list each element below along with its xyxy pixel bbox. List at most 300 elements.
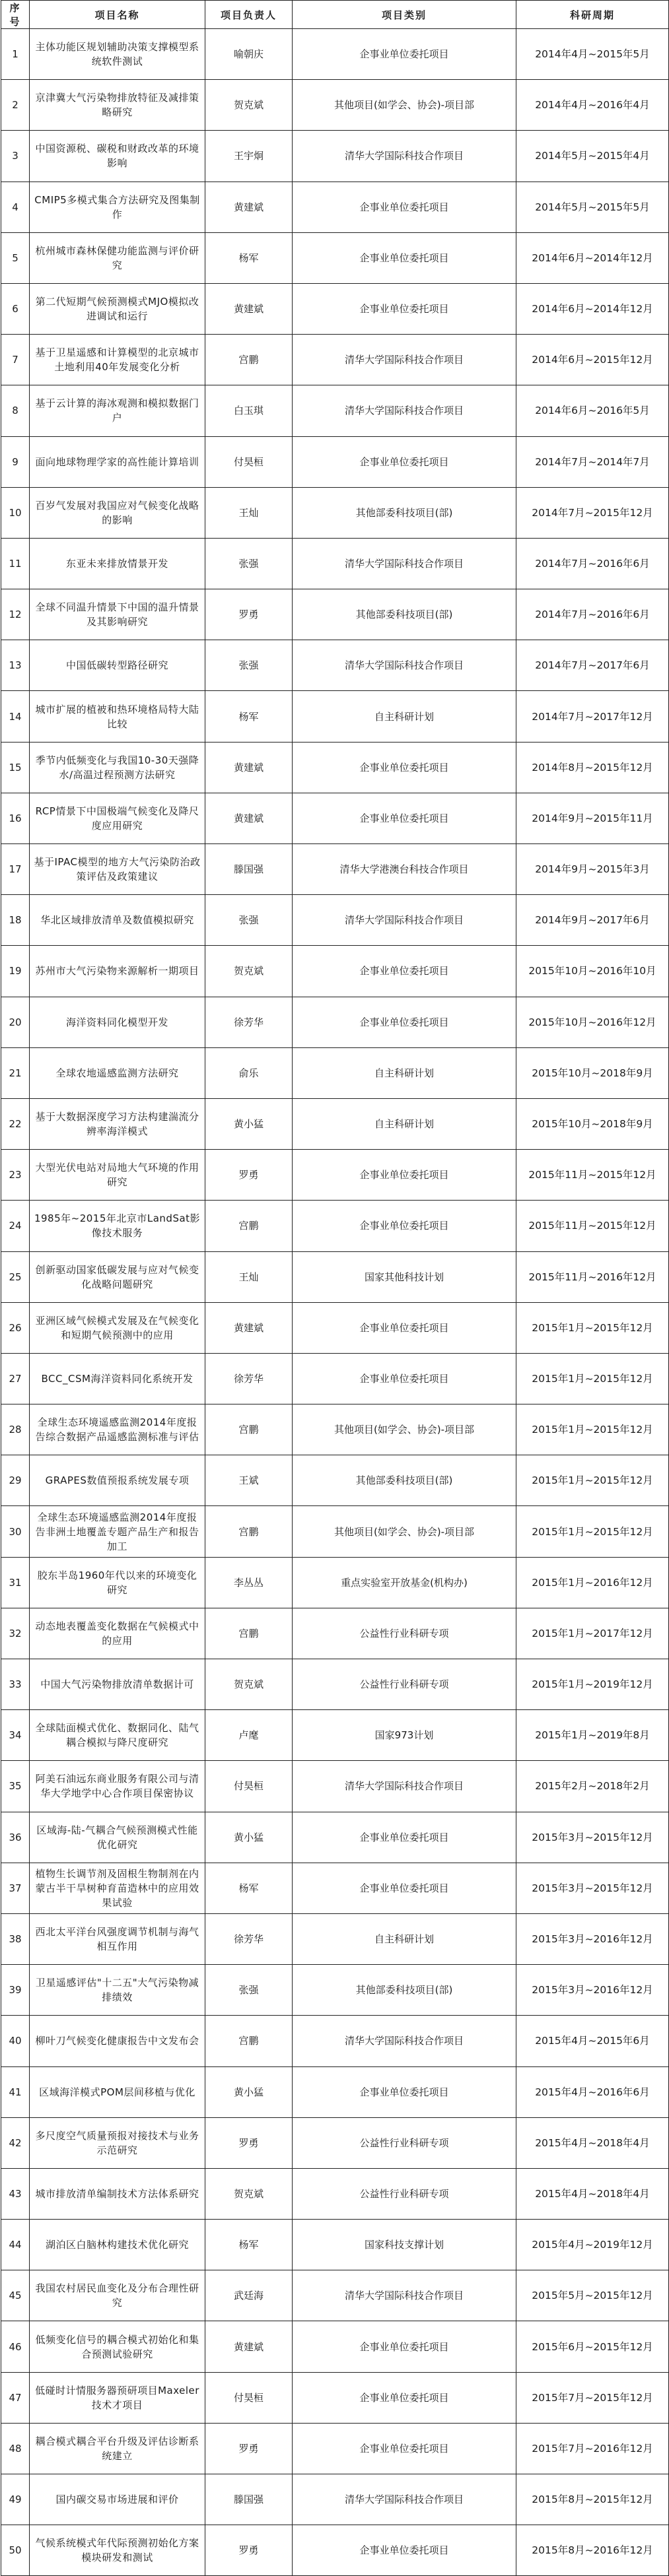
table-row	[1, 1302, 669, 1353]
table-row	[1, 1404, 669, 1455]
project-leader-cell: 徐芳华	[205, 997, 293, 1047]
table-row	[1, 640, 669, 691]
research-period-cell: 2015年5月~2015年12月	[516, 2270, 669, 2321]
research-period-cell: 2014年6月~2014年12月	[516, 232, 669, 283]
table-row	[1, 2270, 669, 2321]
row-number-cell: 23	[1, 1150, 30, 1201]
row-number-cell: 48	[1, 2423, 30, 2474]
row-number-cell: 31	[1, 1557, 30, 1608]
research-period-cell: 2014年7月~2017年12月	[516, 691, 669, 742]
table-row	[1, 1812, 669, 1863]
table-row	[1, 2117, 669, 2168]
research-period-cell: 2014年7月~2014年7月	[516, 436, 669, 487]
project-category-cell: 公益性行业科研专项	[293, 2168, 516, 2219]
project-leader-cell: 徐芳华	[205, 1913, 293, 1964]
research-period-cell: 2015年4月~2018年4月	[516, 2168, 669, 2219]
row-number-cell: 34	[1, 1710, 30, 1761]
project-name-cell: 中国大气污染物排放清单数据计可	[30, 1659, 205, 1710]
research-period-cell: 2014年5月~2015年5月	[516, 182, 669, 232]
table-row	[1, 2474, 669, 2525]
project-leader-cell: 张强	[205, 895, 293, 946]
project-name-cell: 第二代短期气候预测模式MJO模拟改进调试和运行	[30, 283, 205, 334]
research-period-cell: 2015年10月~2016年10月	[516, 946, 669, 997]
project-leader-cell: 贺克斌	[205, 1659, 293, 1710]
project-name-cell: 全球不同温升情景下中国的温升情景及其影响研究	[30, 589, 205, 640]
project-name-cell: RCP情景下中国极端气候变化及降尺度应用研究	[30, 793, 205, 843]
project-leader-cell: 罗勇	[205, 2525, 293, 2576]
project-leader-cell: 贺克斌	[205, 946, 293, 997]
row-number-cell: 38	[1, 1913, 30, 1964]
project-name-cell: 多尺度空气质量预报对接技术与业务示范研究	[30, 2117, 205, 2168]
table-row	[1, 335, 669, 385]
row-number-cell: 5	[1, 232, 30, 283]
research-period-cell: 2015年1月~2016年12月	[516, 1557, 669, 1608]
research-period-cell: 2015年11月~2015年12月	[516, 1150, 669, 1201]
project-name-cell: 柳叶刀气候变化健康报告中文发布会	[30, 2016, 205, 2066]
project-category-cell: 清华大学国际科技合作项目	[293, 895, 516, 946]
project-category-cell: 清华大学国际科技合作项目	[293, 538, 516, 589]
row-number-cell: 1	[1, 29, 30, 80]
research-period-cell: 2014年7月~2015年12月	[516, 487, 669, 538]
table-row	[1, 1659, 669, 1710]
project-leader-cell: 黄小猛	[205, 1812, 293, 1863]
header-person: 项目负责人	[205, 1, 293, 29]
research-period-cell: 2014年9月~2015年3月	[516, 844, 669, 895]
project-leader-cell: 宫鹏	[205, 2016, 293, 2066]
row-number-cell: 28	[1, 1404, 30, 1455]
project-name-cell: 区域海-陆-气耦合气候预测模式性能优化研究	[30, 1812, 205, 1863]
project-name-cell: 全球生态环境遥感监测2014年度报告非洲土地覆盖专题产品生产和报告加工	[30, 1506, 205, 1557]
table-row	[1, 793, 669, 843]
row-number-cell: 42	[1, 2117, 30, 2168]
project-name-cell: BCC_CSM海洋资料同化系统开发	[30, 1353, 205, 1404]
project-leader-cell: 贺克斌	[205, 80, 293, 131]
header-period: 科研周期	[516, 1, 669, 29]
row-number-cell: 19	[1, 946, 30, 997]
table-row	[1, 29, 669, 80]
table-row	[1, 742, 669, 793]
row-number-cell: 36	[1, 1812, 30, 1863]
research-period-cell: 2014年6月~2014年12月	[516, 283, 669, 334]
table-row	[1, 487, 669, 538]
project-leader-cell: 滕国强	[205, 2474, 293, 2525]
row-number-cell: 45	[1, 2270, 30, 2321]
research-period-cell: 2015年11月~2016年12月	[516, 1251, 669, 1302]
project-leader-cell: 王灿	[205, 487, 293, 538]
project-category-cell: 企事业单位委托项目	[293, 946, 516, 997]
research-period-cell: 2015年3月~2016年12月	[516, 1965, 669, 2016]
project-leader-cell: 宫鹏	[205, 1608, 293, 1659]
research-period-cell: 2015年10月~2018年9月	[516, 1047, 669, 1098]
row-number-cell: 12	[1, 589, 30, 640]
project-leader-cell: 黄建斌	[205, 793, 293, 843]
research-period-cell: 2015年8月~2016年12月	[516, 2525, 669, 2576]
research-period-cell: 2014年6月~2016年5月	[516, 385, 669, 436]
row-number-cell: 21	[1, 1047, 30, 1098]
project-name-cell: 低碰时计情服务器预研项目Maxeler技术才项目	[30, 2372, 205, 2423]
project-category-cell: 清华大学国际科技合作项目	[293, 2474, 516, 2525]
table-row	[1, 182, 669, 232]
row-number-cell: 44	[1, 2220, 30, 2270]
row-number-cell: 8	[1, 385, 30, 436]
table-row	[1, 1913, 669, 1964]
project-category-cell: 清华大学国际科技合作项目	[293, 2270, 516, 2321]
project-leader-cell: 王斌	[205, 1455, 293, 1506]
row-number-cell: 26	[1, 1302, 30, 1353]
project-category-cell: 清华大学国际科技合作项目	[293, 385, 516, 436]
row-number-cell: 46	[1, 2321, 30, 2372]
project-name-cell: 华北区域排放清单及数值模拟研究	[30, 895, 205, 946]
project-leader-cell: 宫鹏	[205, 1506, 293, 1557]
research-period-cell: 2014年7月~2016年6月	[516, 589, 669, 640]
row-number-cell: 25	[1, 1251, 30, 1302]
project-name-cell: 季节内低频变化与我国10-30天强降水/高温过程预测方法研究	[30, 742, 205, 793]
row-number-cell: 17	[1, 844, 30, 895]
row-number-cell: 43	[1, 2168, 30, 2219]
project-category-cell: 其他部委科技项目(部)	[293, 487, 516, 538]
research-period-cell: 2015年10月~2018年9月	[516, 1098, 669, 1149]
row-number-cell: 14	[1, 691, 30, 742]
project-category-cell: 其他部委科技项目(部)	[293, 1455, 516, 1506]
row-number-cell: 47	[1, 2372, 30, 2423]
project-leader-cell: 王灿	[205, 1251, 293, 1302]
project-name-cell: GRAPES数值预报系统发展专项	[30, 1455, 205, 1506]
project-category-cell: 清华大学国际科技合作项目	[293, 640, 516, 691]
project-leader-cell: 喻朝庆	[205, 29, 293, 80]
project-leader-cell: 黄小猛	[205, 2066, 293, 2117]
project-leader-cell: 王宇炯	[205, 131, 293, 182]
table-row	[1, 1761, 669, 1812]
project-leader-cell: 黄建斌	[205, 2321, 293, 2372]
row-number-cell: 4	[1, 182, 30, 232]
project-leader-cell: 滕国强	[205, 844, 293, 895]
project-name-cell: 中国低碳转型路径研究	[30, 640, 205, 691]
row-number-cell: 22	[1, 1098, 30, 1149]
research-period-cell: 2014年6月~2015年12月	[516, 335, 669, 385]
project-category-cell: 重点实验室开放基金(机构办)	[293, 1557, 516, 1608]
row-number-cell: 39	[1, 1965, 30, 2016]
project-category-cell: 企事业单位委托项目	[293, 2525, 516, 2576]
research-period-cell: 2014年8月~2015年12月	[516, 742, 669, 793]
row-number-cell: 27	[1, 1353, 30, 1404]
project-category-cell: 企事业单位委托项目	[293, 2423, 516, 2474]
project-leader-cell: 付昊桓	[205, 436, 293, 487]
project-name-cell: 杭州城市森林保健功能监测与评价研究	[30, 232, 205, 283]
table-header-row	[1, 1, 669, 29]
project-name-cell: 基于大数据深度学习方法构建湍流分辨率海洋模式	[30, 1098, 205, 1149]
research-period-cell: 2015年1月~2015年12月	[516, 1302, 669, 1353]
row-number-cell: 33	[1, 1659, 30, 1710]
project-leader-cell: 张强	[205, 640, 293, 691]
research-period-cell: 2015年1月~2019年8月	[516, 1710, 669, 1761]
project-name-cell: 创新驱动国家低碳发展与应对气候变化战略问题研究	[30, 1251, 205, 1302]
project-name-cell: 气候系统模式年代际预测初始化方案模块研发和测试	[30, 2525, 205, 2576]
project-name-cell: 我国农村居民血变化及分布合理性研究	[30, 2270, 205, 2321]
project-category-cell: 企事业单位委托项目	[293, 1863, 516, 1913]
row-number-cell: 20	[1, 997, 30, 1047]
project-category-cell: 国家973计划	[293, 1710, 516, 1761]
row-number-cell: 40	[1, 2016, 30, 2066]
row-number-cell: 35	[1, 1761, 30, 1812]
table-row	[1, 1455, 669, 1506]
project-name-cell: 阿美石油远东商业服务有限公司与清华大学地学中心合作项目保密协议	[30, 1761, 205, 1812]
project-category-cell: 企事业单位委托项目	[293, 1150, 516, 1201]
research-period-cell: 2015年8月~2015年12月	[516, 2474, 669, 2525]
row-number-cell: 37	[1, 1863, 30, 1913]
row-number-cell: 13	[1, 640, 30, 691]
table-row	[1, 2220, 669, 2270]
project-name-cell: CMIP5多模式集合方法研究及图集制作	[30, 182, 205, 232]
research-period-cell: 2015年1月~2015年12月	[516, 1404, 669, 1455]
project-name-cell: 耦合模式耦合平台升级及评估诊断系统建立	[30, 2423, 205, 2474]
table-row	[1, 436, 669, 487]
project-category-cell: 清华大学港澳台科技合作项目	[293, 844, 516, 895]
research-period-cell: 2015年4月~2016年6月	[516, 2066, 669, 2117]
project-name-cell: 主体功能区规划辅助决策支撑模型系统软件测试	[30, 29, 205, 80]
row-number-cell: 2	[1, 80, 30, 131]
table-row	[1, 131, 669, 182]
table-row	[1, 691, 669, 742]
project-category-cell: 企事业单位委托项目	[293, 1201, 516, 1251]
table-row	[1, 997, 669, 1047]
project-name-cell: 卫星遥感评估"十二五"大气污染物减排绩效	[30, 1965, 205, 2016]
project-category-cell: 其他项目(如学会、协会)-项目部	[293, 1506, 516, 1557]
research-period-cell: 2015年1月~2015年12月	[516, 1353, 669, 1404]
table-body	[1, 29, 669, 2576]
research-period-cell: 2014年7月~2016年6月	[516, 538, 669, 589]
table-row	[1, 283, 669, 334]
table-row	[1, 1201, 669, 1251]
table-row	[1, 1353, 669, 1404]
project-leader-cell: 杨军	[205, 691, 293, 742]
project-name-cell: 胶东半岛1960年代以来的环境变化研究	[30, 1557, 205, 1608]
table-row	[1, 385, 669, 436]
project-name-cell: 基于云计算的海冰观测和模拟数据门户	[30, 385, 205, 436]
table-row	[1, 895, 669, 946]
project-leader-cell: 付昊桓	[205, 2372, 293, 2423]
research-period-cell: 2015年10月~2016年12月	[516, 997, 669, 1047]
project-name-cell: 西北太平洋台风强度调节机制与海气相互作用	[30, 1913, 205, 1964]
project-category-cell: 企事业单位委托项目	[293, 742, 516, 793]
table-row	[1, 1965, 669, 2016]
project-name-cell: 东亚未来排放情景开发	[30, 538, 205, 589]
project-leader-cell: 李丛丛	[205, 1557, 293, 1608]
research-period-cell: 2015年6月~2015年12月	[516, 2321, 669, 2372]
project-leader-cell: 黄建斌	[205, 283, 293, 334]
table-row	[1, 1251, 669, 1302]
project-name-cell: 基于IPAC模型的地方大气污染防治政策评估及政策建议	[30, 844, 205, 895]
project-leader-cell: 罗勇	[205, 1150, 293, 1201]
project-name-cell: 城市排放清单编制技术方法体系研究	[30, 2168, 205, 2219]
project-leader-cell: 宫鹏	[205, 335, 293, 385]
project-name-cell: 中国资源税、碳税和财政改革的环境影响	[30, 131, 205, 182]
project-leader-cell: 杨军	[205, 1863, 293, 1913]
project-leader-cell: 黄建斌	[205, 182, 293, 232]
table-row	[1, 2016, 669, 2066]
project-name-cell: 苏州市大气污染物来源解析一期项目	[30, 946, 205, 997]
research-period-cell: 2015年4月~2018年4月	[516, 2117, 669, 2168]
row-number-cell: 7	[1, 335, 30, 385]
research-period-cell: 2015年7月~2015年12月	[516, 2372, 669, 2423]
project-name-cell: 区域海洋模式POM层间移植与优化	[30, 2066, 205, 2117]
project-leader-cell: 杨军	[205, 2220, 293, 2270]
project-leader-cell: 罗勇	[205, 2117, 293, 2168]
research-period-cell: 2015年3月~2015年12月	[516, 1863, 669, 1913]
project-leader-cell: 黄建斌	[205, 742, 293, 793]
research-period-cell: 2015年1月~2015年12月	[516, 1506, 669, 1557]
row-number-cell: 15	[1, 742, 30, 793]
row-number-cell: 10	[1, 487, 30, 538]
research-period-cell: 2015年1月~2017年12月	[516, 1608, 669, 1659]
project-name-cell: 低频变化信号的耦合模式初始化和集合预测试验研究	[30, 2321, 205, 2372]
project-name-cell: 城市扩展的植被和热环境格局特大陆比较	[30, 691, 205, 742]
table-row	[1, 844, 669, 895]
table-row	[1, 2066, 669, 2117]
header-name: 项目名称	[30, 1, 205, 29]
project-category-cell: 清华大学国际科技合作项目	[293, 131, 516, 182]
research-period-cell: 2015年4月~2019年12月	[516, 2220, 669, 2270]
row-number-cell: 11	[1, 538, 30, 589]
row-number-cell: 3	[1, 131, 30, 182]
project-category-cell: 企事业单位委托项目	[293, 1812, 516, 1863]
project-leader-cell: 宫鹏	[205, 1201, 293, 1251]
table-row	[1, 1150, 669, 1201]
project-category-cell: 公益性行业科研专项	[293, 1659, 516, 1710]
header-category: 项目类别	[293, 1, 516, 29]
project-category-cell: 清华大学国际科技合作项目	[293, 1761, 516, 1812]
project-name-cell: 全球农地遥感监测方法研究	[30, 1047, 205, 1098]
project-name-cell: 京津冀大气污染物排放特征及减排策略研究	[30, 80, 205, 131]
project-name-cell: 全球陆面模式优化、数据同化、陆气耦合模拟与降尺度研究	[30, 1710, 205, 1761]
table-row	[1, 1557, 669, 1608]
research-period-cell: 2015年3月~2015年12月	[516, 1812, 669, 1863]
project-leader-cell: 武廷海	[205, 2270, 293, 2321]
research-period-cell: 2015年3月~2016年12月	[516, 1913, 669, 1964]
row-number-cell: 29	[1, 1455, 30, 1506]
research-period-cell: 2014年9月~2017年6月	[516, 895, 669, 946]
project-leader-cell: 付昊桓	[205, 1761, 293, 1812]
research-period-cell: 2014年7月~2017年6月	[516, 640, 669, 691]
project-leader-cell: 黄建斌	[205, 1302, 293, 1353]
project-category-cell: 自主科研计划	[293, 1098, 516, 1149]
row-number-cell: 32	[1, 1608, 30, 1659]
project-name-cell: 全球生态环境遥感监测2014年度报告综合数据产品遥感监测标准与评估	[30, 1404, 205, 1455]
project-leader-cell: 徐芳华	[205, 1353, 293, 1404]
table-row	[1, 589, 669, 640]
project-leader-cell: 杨军	[205, 232, 293, 283]
table-row	[1, 1863, 669, 1913]
project-leader-cell: 罗勇	[205, 2423, 293, 2474]
header-no: 序号	[1, 1, 30, 29]
project-category-cell: 企事业单位委托项目	[293, 29, 516, 80]
table-row	[1, 1098, 669, 1149]
table-row	[1, 946, 669, 997]
project-category-cell: 其他部委科技项目(部)	[293, 1965, 516, 2016]
project-category-cell: 其他项目(如学会、协会)-项目部	[293, 1404, 516, 1455]
table-row	[1, 538, 669, 589]
project-name-cell: 亚洲区域气候模式发展及在气候变化和短期气候预测中的应用	[30, 1302, 205, 1353]
project-category-cell: 企事业单位委托项目	[293, 1302, 516, 1353]
row-number-cell: 18	[1, 895, 30, 946]
row-number-cell: 16	[1, 793, 30, 843]
project-category-cell: 企事业单位委托项目	[293, 1353, 516, 1404]
research-period-cell: 2014年4月~2015年5月	[516, 29, 669, 80]
research-period-cell: 2015年4月~2015年6月	[516, 2016, 669, 2066]
project-category-cell: 其他项目(如学会、协会)-项目部	[293, 80, 516, 131]
project-name-cell: 海洋资料同化模型开发	[30, 997, 205, 1047]
research-period-cell: 2015年1月~2015年12月	[516, 1455, 669, 1506]
row-number-cell: 41	[1, 2066, 30, 2117]
row-number-cell: 9	[1, 436, 30, 487]
table-row	[1, 1608, 669, 1659]
project-category-cell: 企事业单位委托项目	[293, 2321, 516, 2372]
project-leader-cell: 宫鹏	[205, 1404, 293, 1455]
project-name-cell: 动态地表覆盖变化数据在气候模式中的应用	[30, 1608, 205, 1659]
project-leader-cell: 罗勇	[205, 589, 293, 640]
research-period-cell: 2014年5月~2015年4月	[516, 131, 669, 182]
project-leader-cell: 黄小猛	[205, 1098, 293, 1149]
project-category-cell: 企事业单位委托项目	[293, 436, 516, 487]
research-period-cell: 2015年1月~2019年12月	[516, 1659, 669, 1710]
project-leader-cell: 白玉琪	[205, 385, 293, 436]
table-row	[1, 80, 669, 131]
project-category-cell: 企事业单位委托项目	[293, 793, 516, 843]
project-category-cell: 自主科研计划	[293, 691, 516, 742]
table-row	[1, 1047, 669, 1098]
project-category-cell: 国家其他科技计划	[293, 1251, 516, 1302]
row-number-cell: 49	[1, 2474, 30, 2525]
project-name-cell: 国内碳交易市场进展和评价	[30, 2474, 205, 2525]
project-category-cell: 自主科研计划	[293, 1913, 516, 1964]
table-row	[1, 1710, 669, 1761]
table-row	[1, 2525, 669, 2576]
research-period-cell: 2015年11月~2015年12月	[516, 1201, 669, 1251]
research-period-cell: 2015年7月~2016年12月	[516, 2423, 669, 2474]
project-leader-cell: 贺克斌	[205, 2168, 293, 2219]
table-row	[1, 2321, 669, 2372]
project-leader-cell: 张强	[205, 538, 293, 589]
project-name-cell: 百岁气发展对我国应对气候变化战略的影响	[30, 487, 205, 538]
project-category-cell: 企事业单位委托项目	[293, 232, 516, 283]
table-row	[1, 1506, 669, 1557]
row-number-cell: 6	[1, 283, 30, 334]
project-leader-cell: 俞乐	[205, 1047, 293, 1098]
project-name-cell: 湖泊区白脑林构建技术优化研究	[30, 2220, 205, 2270]
project-category-cell: 企事业单位委托项目	[293, 997, 516, 1047]
row-number-cell: 24	[1, 1201, 30, 1251]
project-category-cell: 自主科研计划	[293, 1047, 516, 1098]
row-number-cell: 50	[1, 2525, 30, 2576]
project-category-cell: 其他部委科技项目(部)	[293, 589, 516, 640]
table-row	[1, 2168, 669, 2219]
project-category-cell: 公益性行业科研专项	[293, 2117, 516, 2168]
project-name-cell: 面向地球物理学家的高性能计算培训	[30, 436, 205, 487]
project-category-cell: 公益性行业科研专项	[293, 1608, 516, 1659]
research-period-cell: 2015年2月~2018年2月	[516, 1761, 669, 1812]
project-name-cell: 1985年~2015年北京市LandSat影像技术服务	[30, 1201, 205, 1251]
project-leader-cell: 卢麾	[205, 1710, 293, 1761]
project-name-cell: 大型光伏电站对局地大气环境的作用研究	[30, 1150, 205, 1201]
project-category-cell: 企事业单位委托项目	[293, 182, 516, 232]
row-number-cell: 30	[1, 1506, 30, 1557]
project-category-cell: 企事业单位委托项目	[293, 2372, 516, 2423]
project-category-cell: 国家科技支撑计划	[293, 2220, 516, 2270]
table-row	[1, 2372, 669, 2423]
table-row	[1, 2423, 669, 2474]
project-category-cell: 企事业单位委托项目	[293, 283, 516, 334]
project-leader-cell: 张强	[205, 1965, 293, 2016]
research-period-cell: 2014年4月~2016年4月	[516, 80, 669, 131]
